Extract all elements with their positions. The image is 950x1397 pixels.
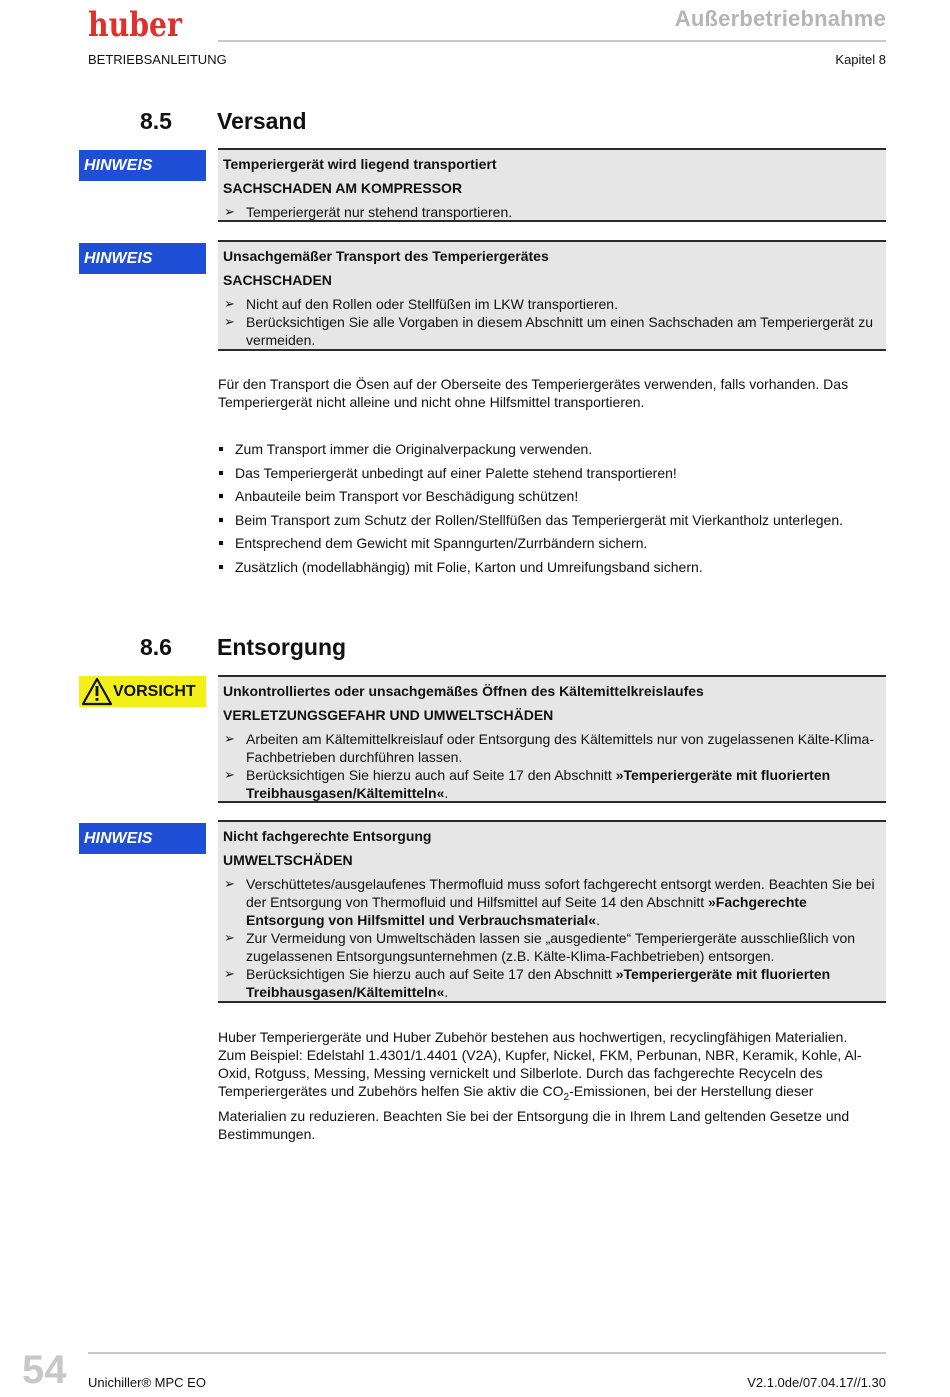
document-version: V2.1.0de/07.04.17//1.30: [747, 1375, 886, 1390]
notice-subheading: VERLETZUNGSGEFAHR UND UMWELTSCHÄDEN: [223, 707, 554, 723]
hinweis-label: HINWEIS: [79, 243, 206, 274]
document-type: BETRIEBSANLEITUNG: [88, 52, 227, 67]
notice-item: ➢ Temperiergerät nur stehend transportieren.: [224, 204, 513, 220]
cross-reference: »Temperiergeräte mit fluorierten Treibhausgasen/Kältemitteln«: [246, 966, 831, 1000]
notice-item: ➢ Arbeiten am Kältemittelkreislauf oder Entsorgung des Kältemittels nur von zugelassenen Kälte-Klima-Fachbetrieben durchführen lassen.: [224, 731, 874, 765]
notice-item: ➢ Berücksichtigen Sie hierzu auch auf Seite 17 den Abschnitt »Temperiergeräte mit fluorierten Treibhausgasen/Kältemitteln«.: [224, 767, 831, 801]
arrow-bullet-icon: ➢: [224, 314, 235, 329]
notice-subheading: SACHSCHADEN: [223, 272, 332, 288]
notice-item: ➢ Zur Vermeidung von Umweltschäden lassen sie „ausgediente“ Temperiergeräte ausschließlich von zugelassenen Entsorgungsunternehmen (z.B. Kälte-Klima-Fachbetrieben) entsorgen.: [224, 930, 856, 964]
list-item: Zusätzlich (modellabhängig) mit Folie, Karton und Umreifungsband sichern.: [218, 558, 878, 576]
header-divider: [218, 40, 886, 42]
list-item: Beim Transport zum Schutz der Rollen/Stellfüßen das Temperiergerät mit Vierkantholz unterlegen.: [218, 511, 878, 529]
square-bullet-icon: [219, 541, 223, 545]
section-title: Entsorgung: [217, 634, 347, 660]
chapter-title: Außerbetriebnahme: [674, 6, 886, 31]
list-item: Entsprechend dem Gewicht mit Spanngurten/Zurrbändern sichern.: [218, 534, 878, 552]
chapter-number: Kapitel 8: [835, 52, 886, 67]
notice-box: [218, 820, 886, 1003]
hinweis-label: HINWEIS: [79, 150, 206, 181]
arrow-bullet-icon: ➢: [224, 731, 235, 746]
notice-box: [218, 240, 886, 351]
notice-item: ➢ Berücksichtigen Sie alle Vorgaben in diesem Abschnitt um einen Sachschaden am Temperiergerät zu vermeiden.: [224, 314, 873, 348]
cross-reference: »Temperiergeräte mit fluorierten Treibhausgasen/Kältemitteln«: [246, 767, 831, 801]
square-bullet-icon: [219, 518, 223, 522]
arrow-bullet-icon: ➢: [224, 767, 235, 782]
arrow-bullet-icon: ➢: [224, 204, 235, 219]
square-bullet-icon: [219, 447, 223, 451]
arrow-bullet-icon: ➢: [224, 296, 235, 311]
notice-subheading: SACHSCHADEN AM KOMPRESSOR: [223, 180, 463, 196]
vorsicht-label: VORSICHT: [79, 676, 206, 707]
notice-heading: Unkontrolliertes oder unsachgemäßes Öffnen des Kältemittelkreislaufes: [223, 683, 704, 699]
product-name: Unichiller® MPC EO: [88, 1375, 206, 1390]
notice-item: ➢ Verschüttetes/ausgelaufenes Thermofluid muss sofort fachgerecht entsorgt werden. Beachten Sie bei der Entsorgung von Thermofluid und Hilfsmittel auf Seite 14 den Abschnitt »Fachgerechte Entsorgung von Hilfsmittel und Verbrauchsmaterial«.: [224, 876, 875, 928]
transport-bullet-list: [218, 440, 878, 581]
list-item: Zum Transport immer die Originalverpackung verwenden.: [218, 440, 878, 458]
cross-reference: »Fachgerechte Entsorgung von Hilfsmittel und Verbrauchsmaterial«: [246, 894, 807, 928]
section-number: 8.6: [140, 634, 172, 660]
square-bullet-icon: [219, 494, 223, 498]
notice-box: [218, 148, 886, 222]
notice-heading: Temperiergerät wird liegend transportiert: [223, 156, 497, 172]
notice-subheading: UMWELTSCHÄDEN: [223, 852, 353, 868]
notice-heading: Unsachgemäßer Transport des Temperiergerätes: [223, 248, 549, 264]
list-item: Das Temperiergerät unbedingt auf einer Palette stehend transportieren!: [218, 464, 878, 482]
footer-divider: [88, 1352, 886, 1354]
notice-item: ➢ Nicht auf den Rollen oder Stellfüßen im LKW transportieren.: [224, 296, 618, 312]
notice-heading: Nicht fachgerechte Entsorgung: [223, 828, 432, 844]
notice-item: ➢ Berücksichtigen Sie hierzu auch auf Seite 17 den Abschnitt »Temperiergeräte mit fluorierten Treibhausgasen/Kältemitteln«.: [224, 966, 831, 1000]
arrow-bullet-icon: ➢: [224, 966, 235, 981]
section-title: Versand: [217, 108, 307, 134]
warning-triangle-icon: [82, 678, 112, 705]
transport-paragraph: Für den Transport die Ösen auf der Oberseite des Temperiergerätes verwenden, falls vorhanden. Das Temperiergerät nicht alleine und nicht ohne Hilfsmittel transportieren.: [218, 376, 849, 410]
arrow-bullet-icon: ➢: [224, 876, 235, 891]
subscript: 2: [563, 1091, 570, 1103]
section-number: 8.5: [140, 108, 172, 134]
notice-box: [218, 675, 886, 803]
page-number: 54: [22, 1348, 67, 1392]
list-item: Anbauteile beim Transport vor Beschädigung schützen!: [218, 487, 878, 505]
huber-logo: [88, 5, 184, 45]
square-bullet-icon: [219, 471, 223, 475]
hinweis-label: HINWEIS: [79, 823, 206, 854]
disposal-paragraph: Huber Temperiergeräte und Huber Zubehör bestehen aus hochwertigen, recyclingfähigen Materialien. Zum Beispiel: Edelstahl 1.4301/1.4401 (V2A), Kupfer, Nickel, FKM, Perbunan, NBR, Keramik, Kohle, Al-Oxid, Rotguss, Messing, Messing vernickelt und Silberlote. Durch das fachgerechte Recyceln des Temperiergerätes und Zubehörs helfen Sie aktiv die $CO_2$-Emissionen, bei der Herstellung dieser Materialien zu reduzieren. Beachten Sie bei der Entsorgung die in Ihrem Land geltenden Gesetze und Bestimmungen.: [218, 1029, 862, 1142]
square-bullet-icon: [219, 565, 223, 569]
arrow-bullet-icon: ➢: [224, 930, 235, 945]
huber-logo-text: huber: [88, 5, 183, 45]
